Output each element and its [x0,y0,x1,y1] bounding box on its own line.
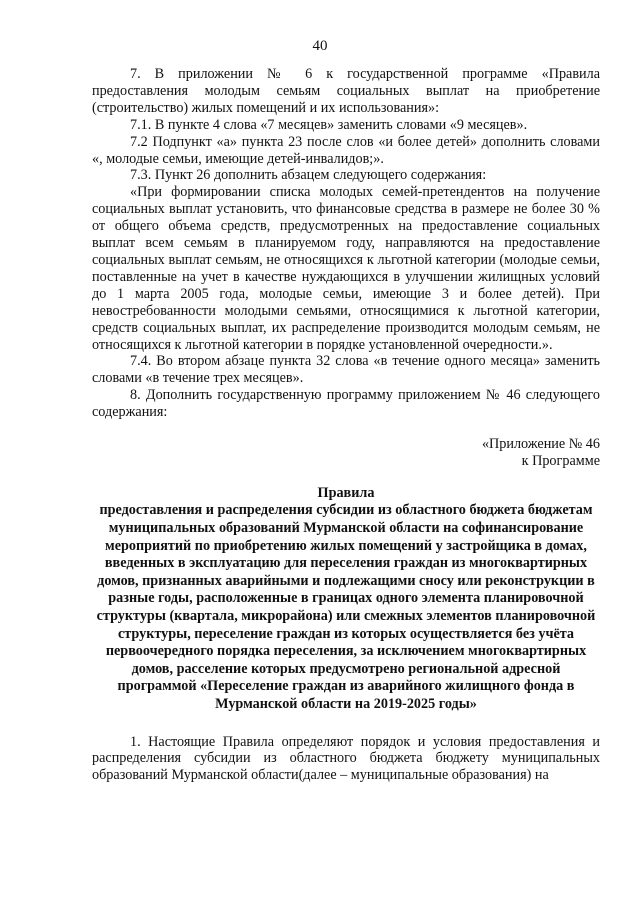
page-number: 40 [312,38,328,54]
paragraph-item-7-4: 7.4. Во втором абзаце пункта 32 слова «в течение одного месяца» заменить словами «в течение трех месяцев». [92,353,600,387]
spacer [92,470,600,485]
document-body [92,66,600,784]
spacer [92,714,600,734]
paragraph-item-7-2: 7.2 Подпункт «а» пункта 23 после слов «и более детей» дополнить словами «, молодые семьи, имеющие детей-инвалидов;». [92,133,600,167]
paragraph-item-7-3: 7.3. Пункт 26 дополнить абзацем следующего содержания: [130,167,487,184]
rules-description: предоставления и распределения субсидии из областного бюджета бюджетам муниципальных образований Мурманской области на софинансирование мероприятий по приобретению жилых помещений у застройщика в домах, введенных в эксплуатацию для переселения граждан из многоквартирных домов, признанных аварийными и подлежащими сносу или реконструкции в разные годы, расположенные в границах одного элемента планировочной структуры (квартала, микрорайона) или смежных элементов планировочной структуры, переселение граждан из которых осуществляется без учёта первоочередного порядка переселения, за исключением многоквартирных домов, расселение которых предусмотрено региональной адресной программой «Переселение граждан из аварийного жилищного фонда в Мурманской области на 2019-2025 годы» [96,502,596,712]
paragraph-item-7-1: 7.1. В пункте 4 слова «7 месяцев» заменить словами «9 месяцев». [130,116,528,133]
appendix-number: «Приложение № 46 [481,436,600,453]
appendix-program-ref: к Программе [521,452,600,469]
paragraph-item-7: 7. В приложении № 6 к государственной программе «Правила предоставления молодым семьям социальных выплат на приобретение (строительство) жилых помещений и их использования»: [92,66,600,116]
paragraph-quote-26: «При формировании списка молодых семей-претендентов на получение социальных выплат установить, что финансовые средства в размере не более 30 % от общего объема средств, предусмотренных на предоставление социальных выплат всем семьям в планируемом году, направляются на предоставление социальных выплат семьям, не относящихся к льготной категории (молодые семьи, поставленные на учет в качестве нуждающихся в улучшении жилищных условий до 1 марта 2005 года, молодые семьи, имеющие 3 и более детей). При невостребованности молодыми семьями, относящимися к льготной категории, средств социальных выплат, их распределение производится молодым семьям, не относящихся к льготной категории в порядке установленной очередности.». [92,184,600,353]
spacer [92,421,600,436]
paragraph-item-8: 8. Дополнить государственную программу приложением № 46 следующего содержания: [92,387,600,421]
paragraph-rules-1: 1. Настоящие Правила определяют порядок и условия предоставления и распределения субсидии из областного бюджета бюджету муниципальных образований Мурманской области(далее – муниципальные образования) на [92,733,600,784]
rules-title: Правила [317,484,375,501]
